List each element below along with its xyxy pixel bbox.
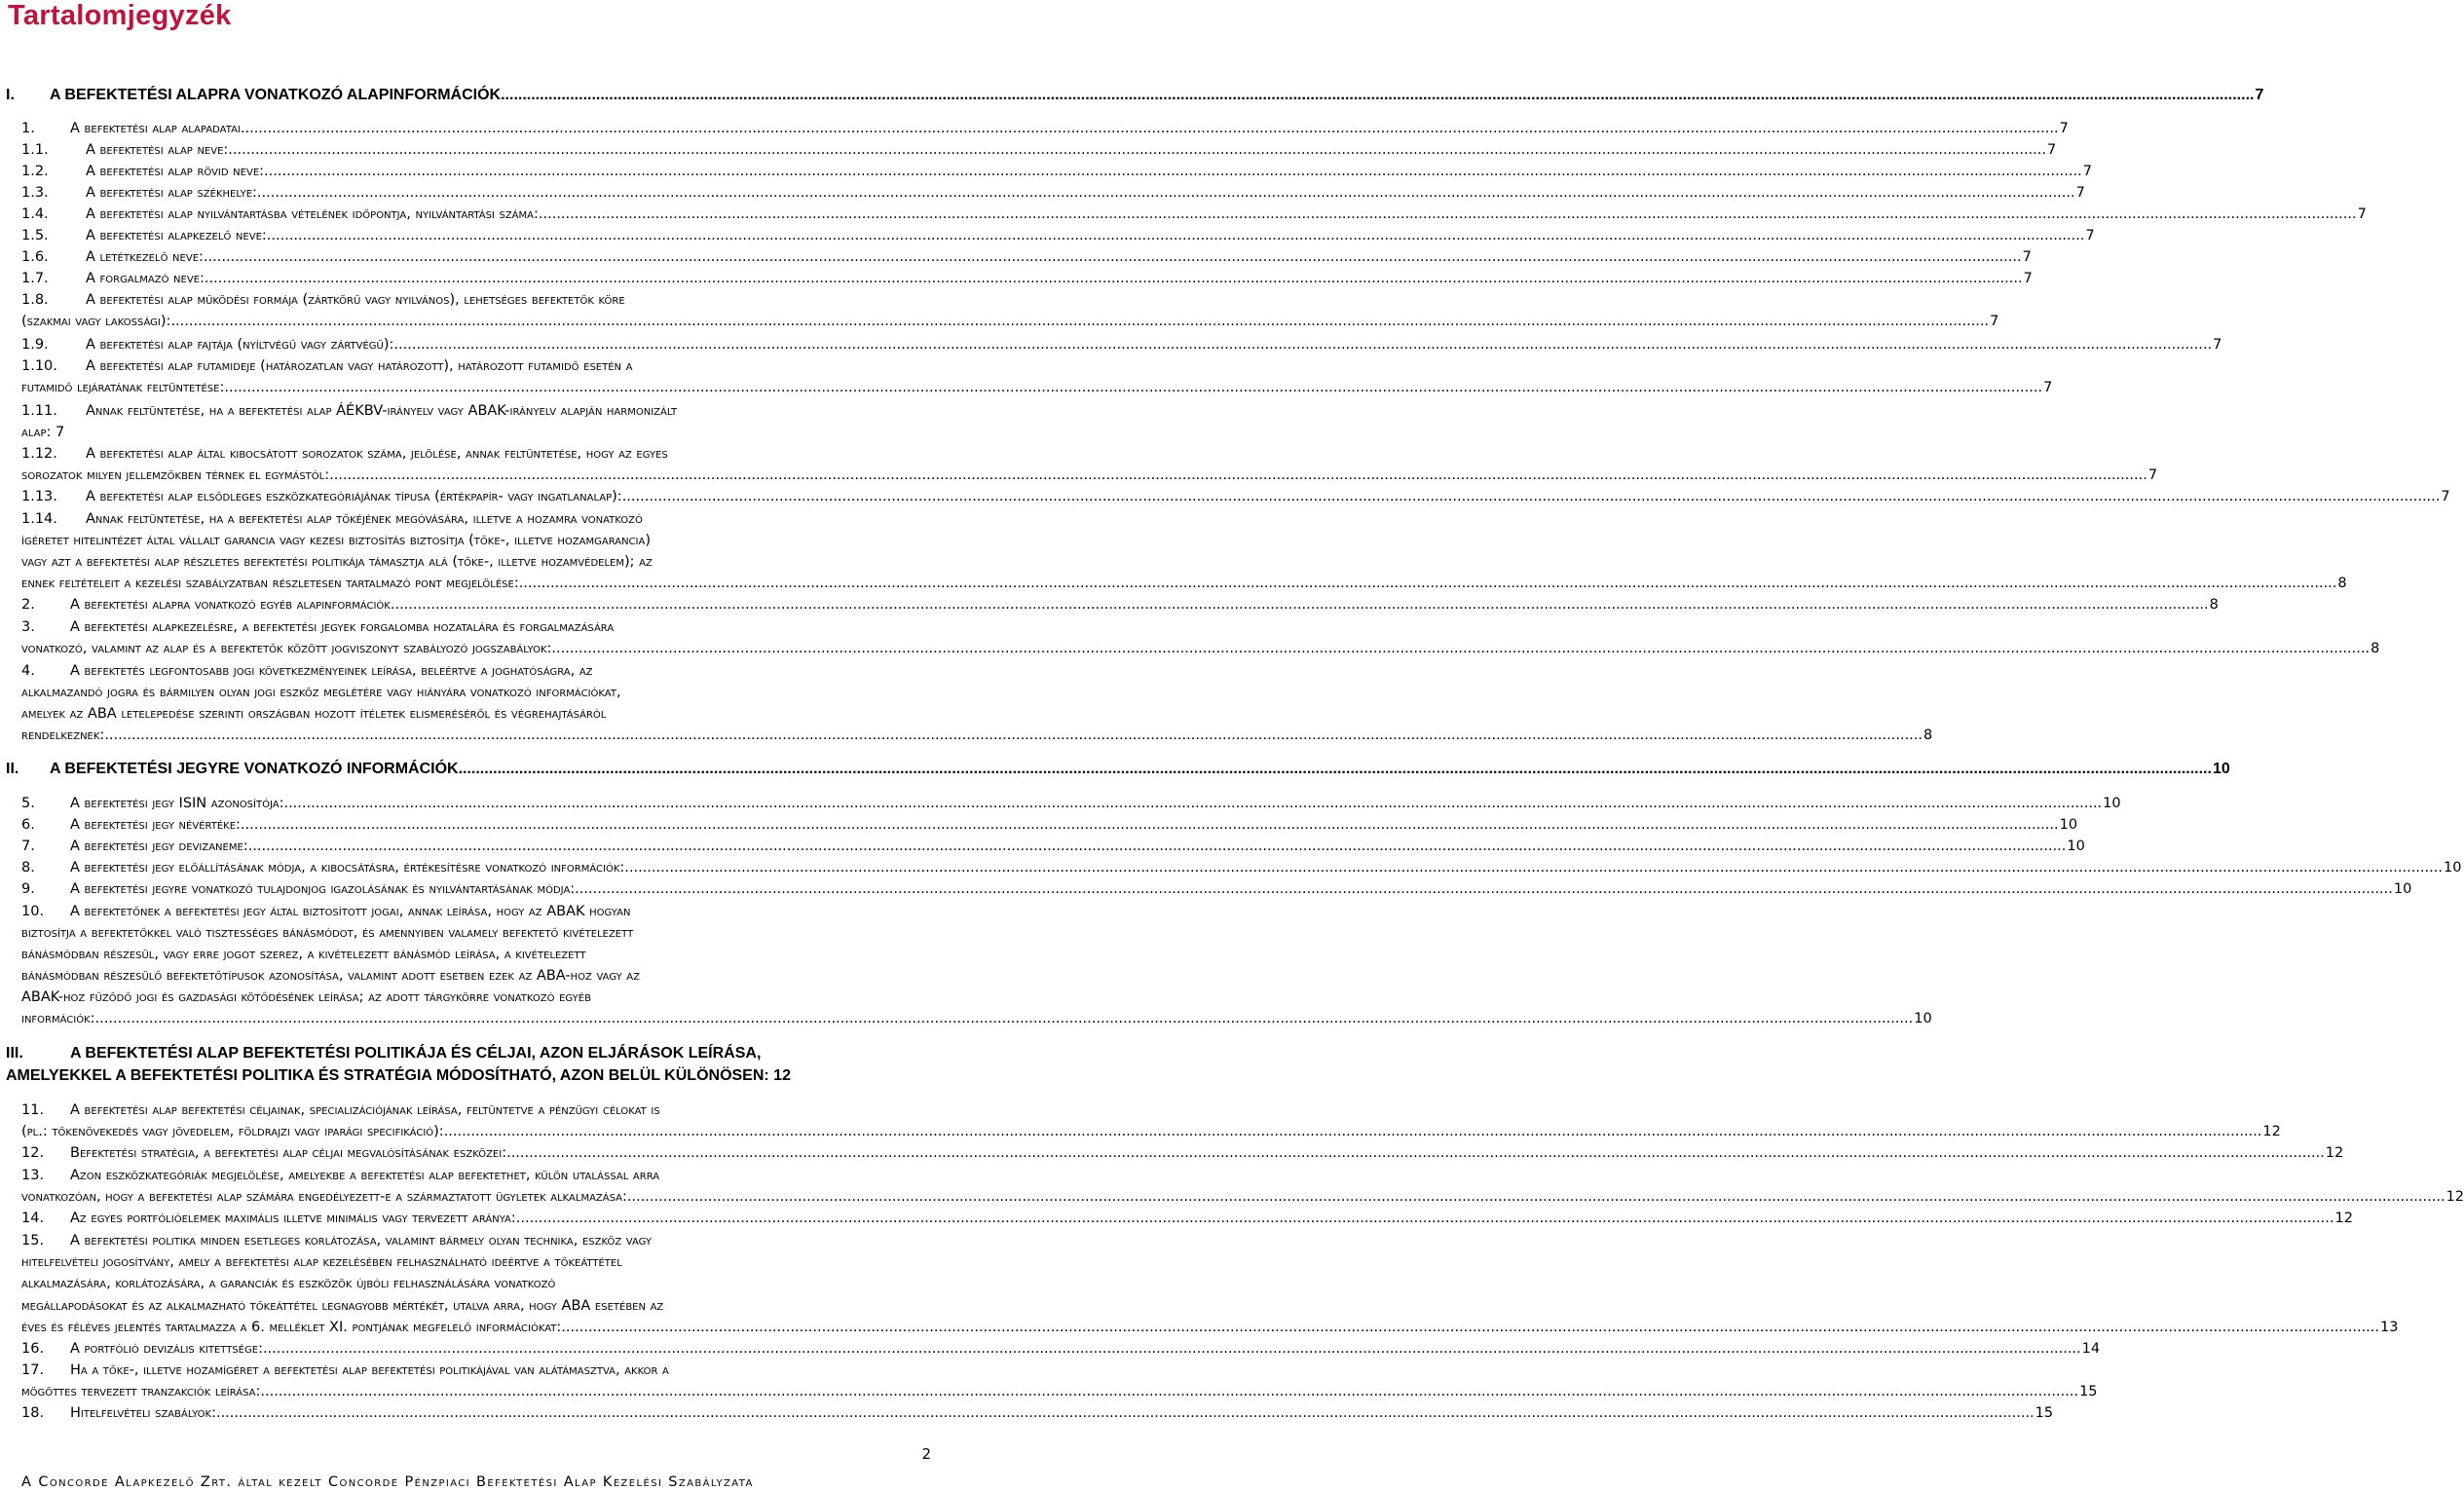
toc-text: A befektetési jegy ISIN azonosítója: (70, 796, 284, 811)
toc-number: 1.4. (21, 206, 49, 222)
toc-leader-dots (170, 311, 1989, 332)
toc-leader-dots (248, 836, 2067, 857)
toc-page-number: 7 (2047, 142, 2057, 158)
toc-entry[interactable] (21, 139, 2057, 161)
toc-text: A befektetési alap rövid neve: (86, 164, 265, 179)
toc-number: 12. (21, 1145, 45, 1161)
toc-page-number: 8 (2209, 597, 2219, 613)
toc-entry[interactable] (21, 530, 931, 551)
toc-entry[interactable] (21, 1008, 1932, 1029)
toc-page-number: 7 (2213, 337, 2222, 353)
toc-entry[interactable] (21, 246, 2032, 268)
toc-text: sorozatok milyen jellemzőkben térnek el egymástól: (21, 467, 330, 483)
toc-leader-dots (391, 594, 2209, 615)
toc-number: 1.2. (21, 164, 49, 179)
toc-entry[interactable] (21, 182, 2085, 204)
toc-entry[interactable] (21, 616, 931, 638)
toc-leader-dots (263, 1338, 2081, 1360)
toc-entry[interactable] (21, 377, 2053, 398)
toc-text: A befektetési jegy névértéke: (70, 817, 241, 833)
toc-text: ígéretet hitelintézet által vállalt garancia vagy kezesi biztosítás biztosítja (tőke-, illetve hozamgarancia) (21, 533, 651, 548)
toc-number: 7. (21, 839, 35, 854)
toc-page-number: 15 (2079, 1384, 2098, 1399)
toc-number: 9. (21, 881, 35, 897)
toc-leader-dots (575, 878, 2393, 900)
toc-page-number: 14 (2081, 1341, 2101, 1357)
toc-text: A befektetési alap székhelye: (86, 185, 257, 201)
toc-text: rendelkeznek: (21, 727, 105, 743)
toc-leader-dots (519, 573, 2337, 594)
toc-entry[interactable] (21, 965, 931, 987)
toc-page-number: 10 (2103, 796, 2121, 811)
toc-text: A BEFEKTETÉSI JEGYRE VONATKOZÓ INFORMÁCIÓK (50, 761, 459, 777)
toc-entry[interactable] (21, 1142, 2344, 1164)
toc-number: 8. (21, 860, 35, 876)
toc-page-number: 7 (2085, 228, 2095, 243)
toc-page-number: 10 (2212, 761, 2230, 777)
toc-entry[interactable] (21, 857, 2462, 878)
toc-page-number: 7 (2441, 489, 2450, 504)
toc-text: A befektetési alap fajtája (nyíltvégű vagy zártvégű): (86, 337, 394, 353)
toc-text: Annak feltüntetése, ha a befektetési alap tőkéjének megóvására, illetve a hozamra vonatkozó (86, 511, 643, 527)
toc-entry[interactable] (21, 922, 931, 944)
toc-page-number: 10 (1914, 1011, 1932, 1026)
toc-text: alap: 7 (21, 425, 65, 440)
toc-text: (pl.: tőkenövekedés vagy jövedelem, földrajzi vagy iparági specifikáció): (21, 1124, 444, 1139)
toc-text: A befektetési jegy devizaneme: (70, 839, 248, 854)
toc-number: 1.9. (21, 337, 49, 353)
toc-entry[interactable] (21, 268, 2033, 289)
toc-number: 1.10. (21, 358, 57, 374)
toc-page-number: 7 (2075, 185, 2085, 201)
toc-text: ennek feltételeit a kezelési szabályzatban részletesen tartalmazó pont megjelölése: (21, 576, 519, 591)
toc-page-number: 10 (2067, 839, 2085, 854)
toc-leader-dots (241, 814, 2059, 836)
toc-entry[interactable] (21, 1402, 2054, 1424)
toc-page-number: 7 (2255, 87, 2264, 103)
toc-text: A befektetési alapra vonatkozó egyéb alapinformációk (70, 597, 391, 613)
toc-entry[interactable] (6, 1043, 931, 1064)
toc-entry[interactable] (21, 703, 931, 725)
toc-entry[interactable] (21, 1208, 2353, 1229)
toc-entry[interactable] (21, 355, 931, 377)
toc-text: A befektetés legfontosabb jogi következményeinek leírása, beleértve a joghatóságra, az (70, 663, 593, 679)
toc-text: hitelfelvételi jogosítvány, amely a befektetési alap kezelésében felhasználható ideértve a tőkeáttétel (21, 1254, 622, 1270)
toc-text: A befektetési alap alapadatai (70, 121, 241, 136)
toc-text: A befektetési politika minden esetleges korlátozása, valamint bármely olyan technika, eszköz vagy (70, 1233, 653, 1249)
toc-page-number: 7 (2082, 164, 2092, 179)
toc-page-number: 7 (1990, 314, 1999, 329)
toc-page-number: 7 (2357, 206, 2367, 222)
toc-page-number: 12 (2325, 1145, 2344, 1161)
toc-leader-dots (264, 161, 2082, 182)
toc-entry[interactable] (21, 682, 931, 703)
toc-entry[interactable] (21, 443, 931, 465)
toc-text: megállapodásokat és az alkalmazható tőkeáttétel legnagyobb mértékét, utalva arra, hogy ABA esetében az (21, 1298, 664, 1314)
toc-text: Befektetési stratégia, a befektetési alap céljai megvalósításának eszközei: (70, 1145, 507, 1161)
toc-entry[interactable] (21, 638, 2380, 659)
toc-number: 18. (21, 1405, 45, 1421)
toc-entry[interactable] (21, 594, 2219, 615)
toc-number: 1.7. (21, 271, 49, 286)
toc-number: 4. (21, 663, 35, 679)
toc-text: A forgalmazó neve: (86, 271, 205, 286)
toc-number: 13. (21, 1168, 45, 1183)
toc-text: (szakmai vagy lakossági): (21, 314, 171, 329)
toc-text: A befektetési alap által kibocsátott sorozatok száma, jelölése, annak feltüntetése, hogy az egyes (86, 446, 668, 462)
toc-entry[interactable] (21, 1121, 2281, 1142)
toc-page-number: 15 (2035, 1405, 2054, 1421)
toc-text: A befektetési alapkezelő neve: (86, 228, 267, 243)
toc-number: 1.8. (21, 292, 49, 308)
toc-number: 1.13. (21, 489, 57, 504)
toc-number: 16. (21, 1341, 45, 1357)
toc-text: A befektetési alap neve: (86, 142, 229, 158)
toc-page-number: 10 (2393, 881, 2412, 897)
toc-leader-dots (444, 1121, 2262, 1142)
toc-number: 1.11. (21, 403, 57, 419)
toc-leader-dots (260, 1381, 2078, 1402)
toc-page-number: 8 (2371, 641, 2380, 656)
toc-leader-dots (329, 465, 2147, 486)
toc-entry[interactable] (21, 400, 931, 422)
toc-text: Az egyes portfólióelemek maximális illetve minimális vagy tervezett aránya: (70, 1211, 516, 1226)
toc-entry[interactable] (21, 1360, 931, 1381)
toc-entry[interactable] (21, 878, 2412, 900)
toc-page-number: 7 (2059, 121, 2069, 136)
toc-leader-dots (622, 486, 2441, 507)
toc-entry[interactable] (21, 334, 2222, 355)
toc-text: biztosítja a befektetőkkel való tisztességes bánásmódot, és amennyiben valamely befektető kivételezett (21, 925, 634, 941)
toc-page-number: 12 (2262, 1124, 2281, 1139)
toc-leader-dots (501, 85, 2254, 106)
toc-number: I. (6, 87, 15, 103)
toc-entry[interactable] (21, 836, 2085, 857)
toc-leader-dots (627, 1186, 2445, 1208)
toc-leader-dots (241, 118, 2059, 139)
toc-leader-dots (204, 246, 2022, 268)
toc-text: ABAK-hoz fűződő jogi és gazdasági kötődésének leírása; az adott tárgykörre vonatkozó egyéb (21, 989, 591, 1005)
toc-number: 1.5. (21, 228, 49, 243)
toc-entry[interactable] (21, 1295, 931, 1317)
toc-leader-dots (257, 182, 2075, 204)
toc-entry[interactable] (6, 759, 2230, 780)
toc-entry[interactable] (21, 901, 931, 922)
toc-entry[interactable] (21, 486, 2450, 507)
toc-text: A befektetési jegyre vonatkozó tulajdonjog igazolásának és nyilvántartásának módja: (70, 881, 576, 897)
toc-leader-dots (539, 204, 2357, 225)
toc-number: 5. (21, 796, 35, 811)
toc-entry[interactable] (21, 1273, 931, 1294)
toc-text: AMELYEKKEL A BEFEKTETÉSI POLITIKA ÉS STRATÉGIA MÓDOSÍTHATÓ, AZON BELÜL KÜLÖNÖSEN: 12 (6, 1067, 791, 1084)
toc-page-number: 7 (2147, 467, 2158, 483)
toc-number: III. (6, 1045, 23, 1062)
toc-page-number: 13 (2380, 1320, 2399, 1335)
toc-number: 1. (21, 121, 35, 136)
toc-text: futamidő lejáratának feltüntetése: (21, 380, 225, 395)
toc-entry[interactable] (21, 1338, 2101, 1360)
toc-entry[interactable] (21, 1251, 931, 1273)
toc-text: vagy azt a befektetési alap részletes befektetési politikája támasztja alá (tőke-, illetve hozamvédelem); az (21, 554, 653, 570)
toc-text: vonatkozó, valamint az alap és a befektetők között jogviszonyt szabályozó jogszabályok: (21, 641, 552, 656)
toc-text: Azon eszközkategóriák megjelölése, amelyekbe a befektetési alap befektethet, külön utalással arra (70, 1168, 660, 1183)
toc-text: A befektetőnek a befektetési jegy által biztosított jogai, annak leírása, hogy az ABAK hogyan (70, 904, 631, 919)
toc-entry[interactable] (6, 1065, 931, 1087)
page-title: Tartalomjegyzék (8, 0, 232, 31)
toc-number: 1.6. (21, 249, 49, 265)
toc-text: bánásmódban részesülő befektetőtípusok azonosítása, valamint adott esetben ezek az ABA-hoz vagy az (21, 968, 640, 984)
toc-page-number: 10 (2059, 817, 2078, 833)
toc-number: 2. (21, 597, 35, 613)
toc-leader-dots (205, 268, 2023, 289)
toc-entry[interactable] (21, 551, 931, 573)
toc-leader-dots (224, 377, 2042, 398)
toc-entry[interactable] (21, 1317, 2399, 1338)
page-number: 2 (921, 1445, 931, 1463)
toc-leader-dots (624, 857, 2443, 878)
toc-text: információk: (21, 1011, 95, 1026)
toc-page-number: 8 (1923, 727, 1933, 743)
toc-leader-dots (228, 139, 2046, 161)
toc-text: Hitelfelvételi szabályok: (70, 1405, 216, 1421)
toc-number: 1.14. (21, 511, 57, 527)
toc-entry[interactable] (21, 1186, 2464, 1208)
toc-page-number: 7 (2043, 380, 2053, 395)
toc-entry[interactable] (21, 465, 2158, 486)
toc-page-number: 8 (2337, 576, 2347, 591)
toc-entry[interactable] (21, 289, 931, 311)
toc-leader-dots (216, 1402, 2035, 1424)
toc-entry[interactable] (21, 814, 2078, 836)
toc-entry[interactable] (21, 118, 2069, 139)
toc-text: alkalmazandó jogra és bármilyen olyan jogi eszköz meglétére vagy hiányára vonatkozó információkat, (21, 685, 621, 700)
toc-page-number: 10 (2443, 860, 2462, 876)
toc-page-number: 12 (2334, 1211, 2353, 1226)
toc-leader-dots (551, 638, 2370, 659)
toc-text: vonatkozóan, hogy a befektetési alap számára engedélyezett-e a származtatott ügyletek alkalmazása: (21, 1189, 627, 1205)
toc-text: A portfólió devizális kitettsége: (70, 1341, 263, 1357)
toc-number: 1.1. (21, 142, 49, 158)
toc-text: A befektetési jegy előállításának módja, a kibocsátásra, értékesítésre vonatkozó információk: (70, 860, 625, 876)
toc-number: 3. (21, 619, 35, 635)
toc-entry[interactable] (21, 1100, 931, 1121)
toc-entry[interactable] (21, 204, 2367, 225)
toc-page-number: 7 (2023, 271, 2033, 286)
toc-leader-dots (95, 1008, 1914, 1029)
toc-text: A befektetési alap működési formája (zártkörű vagy nyilvános), lehetséges befektetők köre (86, 292, 625, 308)
toc-text: bánásmódban részesül, vagy erre jogot szerez, a kivételezett bánásmód leírása, a kivételezett (21, 947, 586, 962)
toc-entry[interactable] (21, 422, 931, 443)
toc-entry[interactable] (21, 225, 2095, 246)
toc-number: II. (6, 761, 19, 777)
toc-entry[interactable] (21, 1165, 931, 1186)
toc-text: A BEFEKTETÉSI ALAPRA VONATKOZÓ ALAPINFORMÁCIÓK (50, 87, 502, 103)
toc-text: Ha a tőke-, illetve hozamígéret a befektetési alap befektetési politikájával van alátámasztva, akkor a (70, 1362, 669, 1378)
toc-entry[interactable] (21, 793, 2121, 814)
toc-entry[interactable] (21, 573, 2347, 594)
toc-entry[interactable] (21, 1381, 2098, 1402)
toc-text: Annak feltüntetése, ha a befektetési alap ÁÉKBV-irányelv vagy ABAK-irányelv alapján harmonizált (86, 403, 678, 419)
toc-entry[interactable] (21, 161, 2092, 182)
toc-text: A befektetési alap nyilvántartásba vételének időpontja, nyilvántartási száma: (86, 206, 539, 222)
toc-page-number: 7 (2022, 249, 2032, 265)
toc-number: 1.3. (21, 185, 49, 201)
toc-text: A befektetési alap futamideje (határozatlan vagy határozott), határozott futamidő esetén a (86, 358, 633, 374)
toc-entry[interactable] (6, 85, 2264, 106)
toc-entry[interactable] (21, 725, 1933, 746)
toc-number: 14. (21, 1211, 45, 1226)
toc-entry[interactable] (21, 944, 931, 965)
toc-entry[interactable] (21, 987, 931, 1008)
toc-entry[interactable] (21, 311, 1999, 332)
toc-leader-dots (459, 759, 2212, 780)
toc-number: 11. (21, 1102, 45, 1118)
toc-leader-dots (104, 725, 1923, 746)
toc-entry[interactable] (21, 1230, 931, 1251)
toc-page-number: 12 (2445, 1189, 2464, 1205)
toc-leader-dots (506, 1142, 2325, 1164)
toc-text: éves és féléves jelentés tartalmazza a 6. melléklet XI. pontjának megfelelő információkat: (21, 1320, 562, 1335)
toc-entry[interactable] (21, 660, 931, 682)
toc-leader-dots (393, 334, 2212, 355)
toc-leader-dots (516, 1208, 2334, 1229)
toc-text: alkalmazására, korlátozására, a garanciák és eszközök újbóli felhasználására vonatkozó (21, 1276, 556, 1291)
toc-text: A BEFEKTETÉSI ALAP BEFEKTETÉSI POLITIKÁJA ÉS CÉLJAI, AZON ELJÁRÁSOK LEÍRÁSA, (70, 1045, 762, 1062)
toc-text: A befektetési alap befektetési céljainak, specializációjának leírása, feltüntetve a pénzügyi célokat is (70, 1102, 660, 1118)
toc-text: A befektetési alapkezelésre, a befektetési jegyek forgalomba hozatalára és forgalmazására (70, 619, 615, 635)
toc-number: 15. (21, 1233, 45, 1249)
toc-number: 17. (21, 1362, 45, 1378)
page-footer: A Concorde Alapkezelő Zrt. által kezelt Concorde Pénzpiaci Befektetési Alap Kezelési Szabályzata (21, 1474, 754, 1490)
toc-text: mögöttes tervezett tranzakciók leírása: (21, 1384, 261, 1399)
toc-number: 1.12. (21, 446, 57, 462)
toc-leader-dots (267, 225, 2085, 246)
toc-text: A letétkezelő neve: (86, 249, 204, 265)
toc-number: 10. (21, 904, 45, 919)
toc-text: A befektetési alap elsődleges eszközkategóriájának típusa (értékpapír- vagy ingatlanalap): (86, 489, 622, 504)
toc-entry[interactable] (21, 508, 931, 530)
toc-leader-dots (283, 793, 2102, 814)
toc-text: amelyek az ABA letelepedése szerinti országban hozott ítéletek elismeréséről és végrehajtásáról (21, 706, 607, 722)
toc-leader-dots (561, 1317, 2379, 1338)
toc-number: 6. (21, 817, 35, 833)
